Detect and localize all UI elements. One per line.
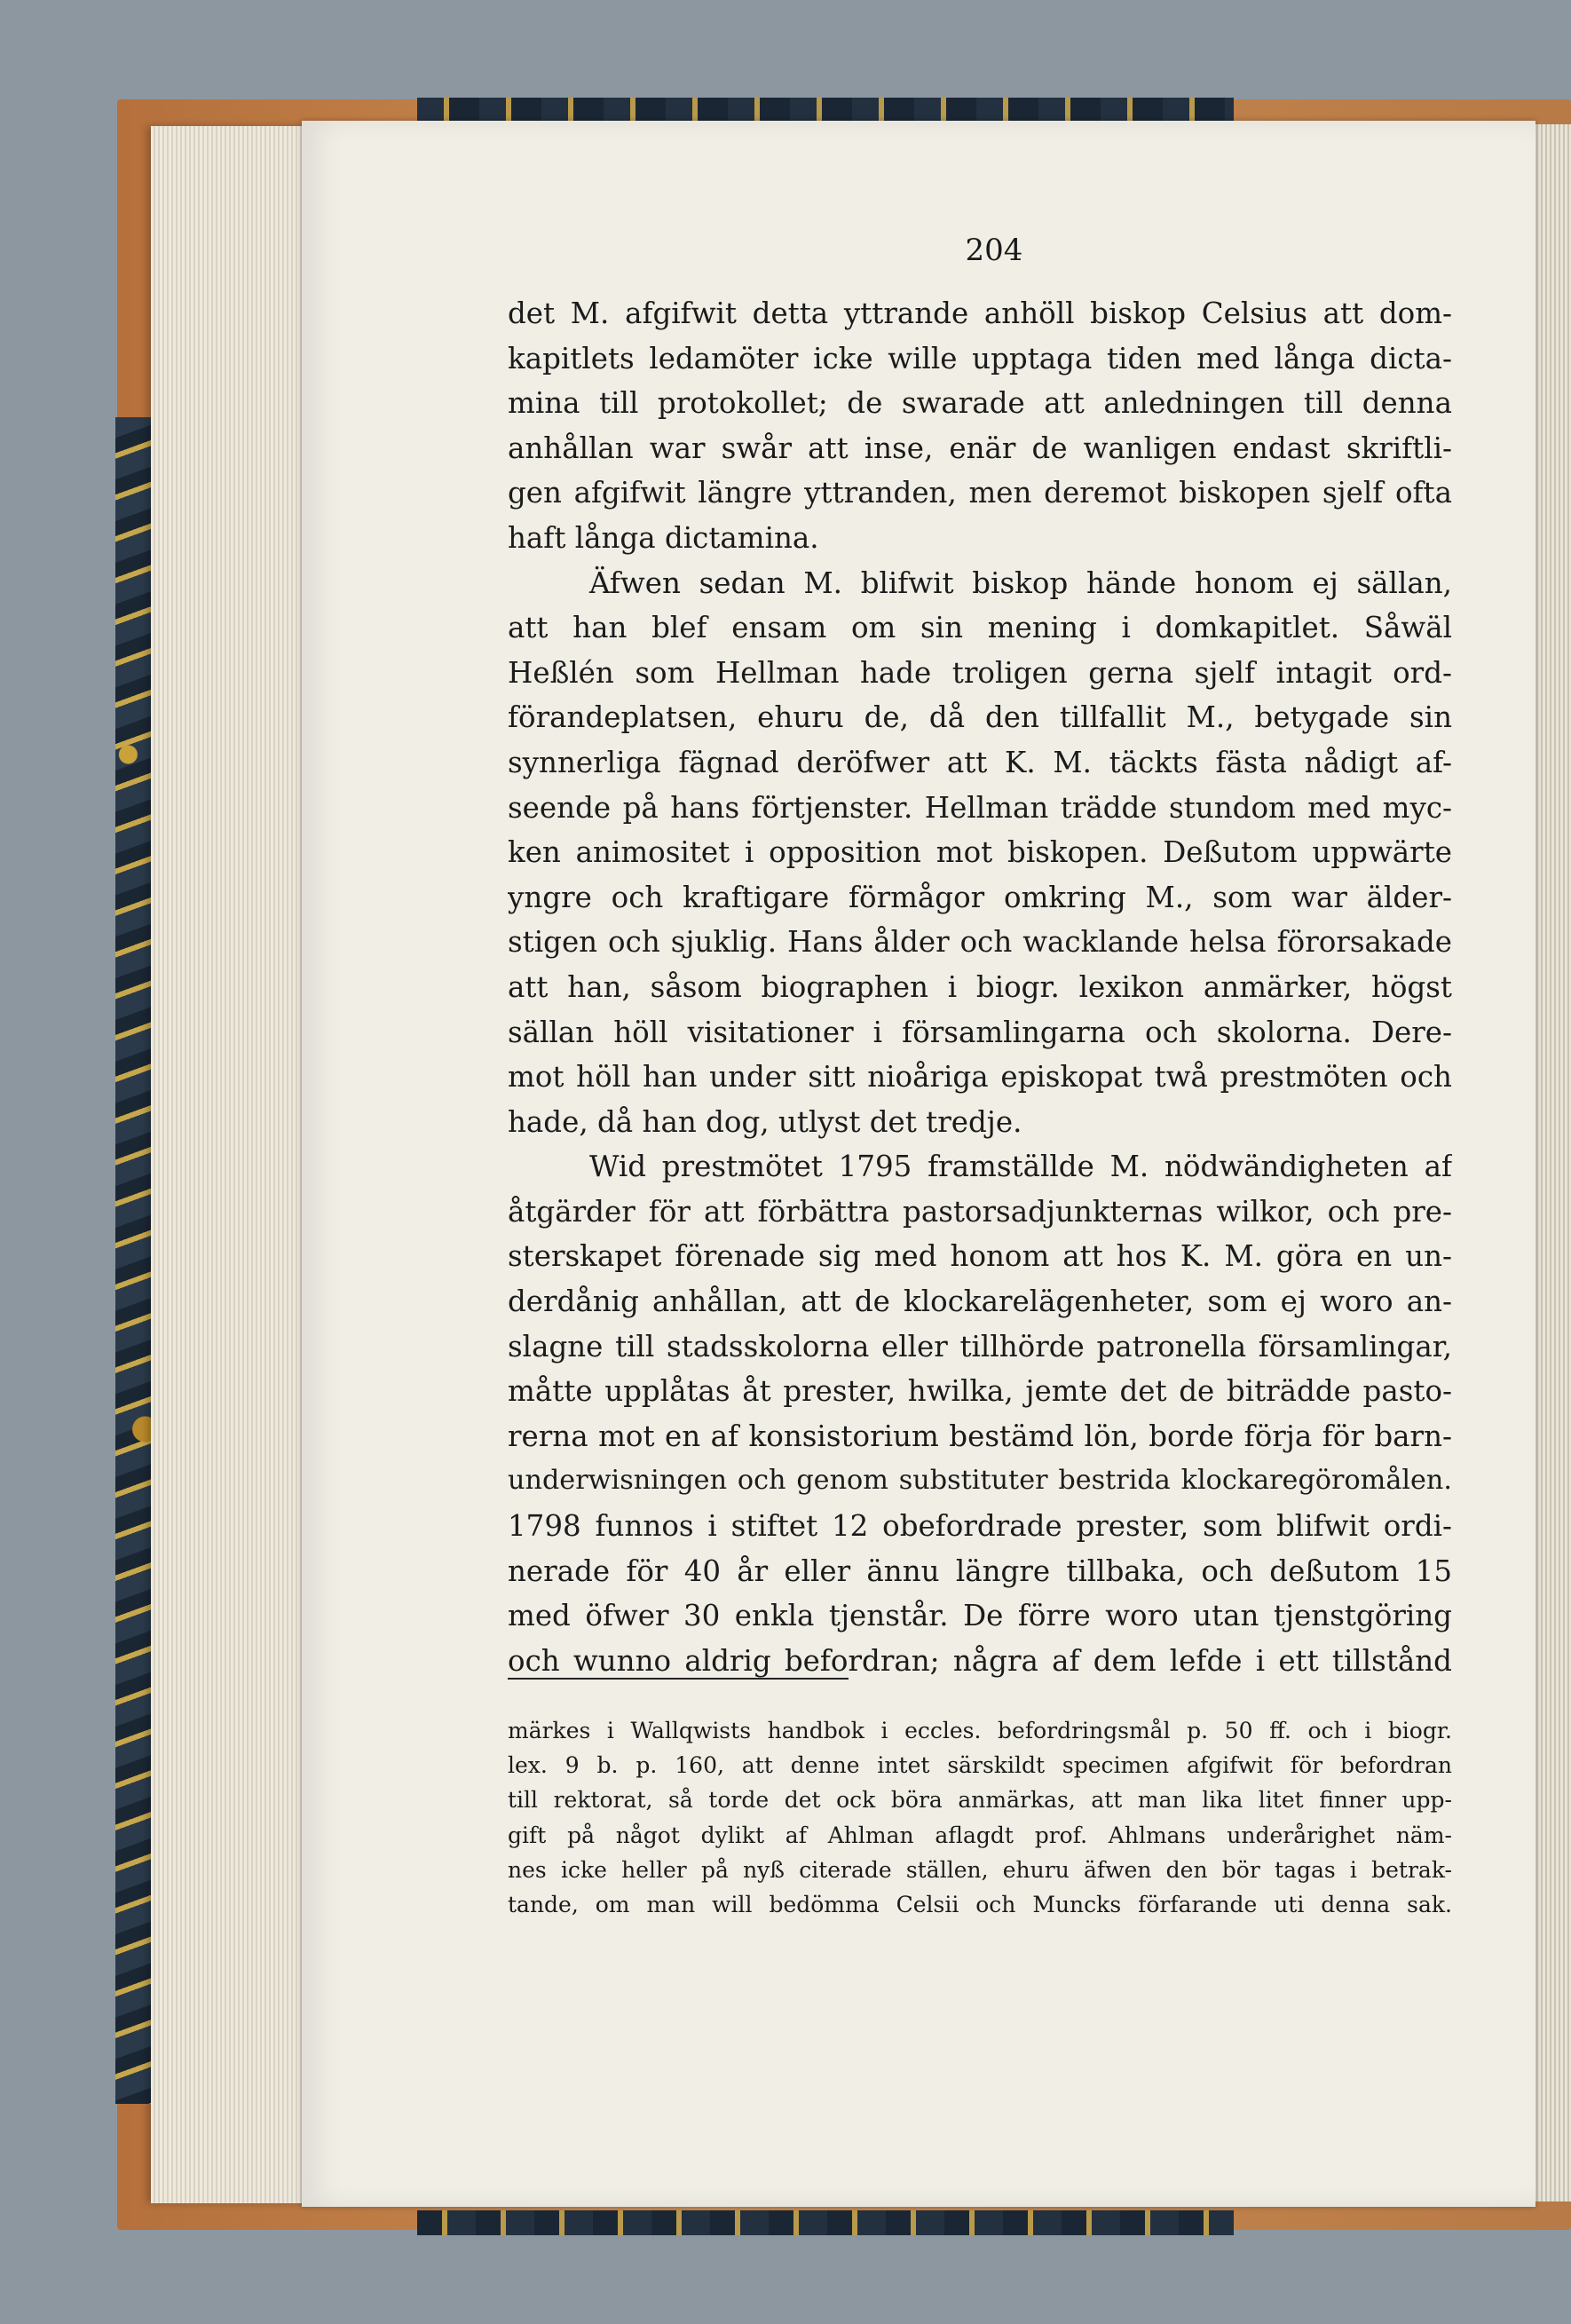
text-line: Äfwen sedan M. blifwit biskop hände honom ej sällan, (589, 565, 1452, 600)
text-line: seende på hans förtjenster. Hellman trädde stundom med myc- (508, 790, 1452, 825)
text-line: synnerliga fägnad deröfwer att K. M. täckts fästa nådigt af- (508, 745, 1452, 779)
text-line: åtgärder för att förbättra pastorsadjunkternas wilkor, och pre- (508, 1194, 1452, 1229)
footnote-rule (508, 1678, 849, 1680)
footnote-line: märkes i Wallqwists handbok i eccles. befordringsmål p. 50 ff. och i biogr. (508, 1718, 1452, 1743)
text-line: sterskapet förenade sig med honom att hos K. M. göra en un- (508, 1239, 1452, 1274)
footnote-text (508, 1713, 1452, 1922)
text-line: yngre och kraftigare förmågor omkring M., som war älder- (508, 880, 1452, 914)
marbled-bottom-band (417, 2210, 1234, 2235)
page-number: 204 (965, 233, 1023, 268)
footnote-line: gift på något dylikt af Ahlman aflagdt prof. Ahlmans underårighet näm- (508, 1822, 1452, 1848)
text-line: ken animositet i opposition mot biskopen. Deßutom uppwärte (508, 835, 1452, 870)
text-line: måtte upplåtas åt prester, hwilka, jemte det de biträdde pasto- (508, 1374, 1452, 1409)
text-line: stigen och sjuklig. Hans ålder och wacklande helsa förorsakade (508, 925, 1452, 960)
text-line: hade, då han dog, utlyst det tredje. (508, 1104, 1022, 1139)
text-line: nerade för 40 år eller ännu längre tillbaka, och deßutom 15 (508, 1553, 1452, 1588)
page-block-edges (151, 126, 311, 2203)
text-line: mina till protokollet; de swarade att anledningen till denna (508, 386, 1452, 421)
text-line: slagne till stadsskolorna eller tillhörde patronella församlingar, (508, 1329, 1452, 1364)
text-line: mot höll han under sitt nioåriga episkopat twå prestmöten och (508, 1060, 1452, 1095)
text-line: att han blef ensam om sin mening i domkapitlet. Såwäl (508, 611, 1452, 645)
marbled-top-band (417, 98, 1234, 121)
footnote-line: nes icke heller på nyß citerade ställen, ehuru äfwen den bör tagas i betrak- (508, 1856, 1452, 1883)
footnote-line: lex. 9 b. p. 160, att denne intet särskildt specimen afgifwit för befordran (508, 1752, 1452, 1779)
right-page-edges (1534, 124, 1571, 2201)
text-line: sällan höll visitationer i församlingarna och skolorna. Dere- (508, 1015, 1452, 1049)
text-line: haft långa dictamina. (508, 520, 819, 555)
text-line: underwisningen och genom substituter bestrida klockaregöromålen. (508, 1465, 1452, 1497)
text-line: 1798 funnos i stiftet 12 obefordrade prester, som blifwit ordi- (508, 1509, 1452, 1544)
footnote-line: till rektorat, så torde det ock böra anmärkas, att man lika litet finner upp- (508, 1787, 1452, 1814)
text-line: det M. afgifwit detta yttrande anhöll biskop Celsius att dom- (508, 296, 1452, 330)
text-line: anhållan war swår att inse, enär de wanligen endast skriftli- (508, 431, 1452, 465)
body-text (508, 291, 1452, 1683)
text-line: gen afgifwit längre yttranden, men deremot biskopen sjelf ofta (508, 476, 1452, 510)
text-line: Wid prestmötet 1795 framställde M. nödwändigheten af (589, 1150, 1452, 1184)
text-line: förandeplatsen, ehuru de, då den tillfallit M., betygade sin (508, 700, 1452, 735)
text-line: och wunno aldrig befordran; några af dem lefde i ett tillstånd (508, 1643, 1452, 1678)
footnote-line: tande, om man will bedömma Celsii och Muncks förfarande uti denna sak. (508, 1891, 1452, 1917)
text-line: med öfwer 30 enkla tjenstår. De förre woro utan tjenstgöring (508, 1599, 1452, 1633)
text-line: derdånig anhållan, att de klockarelägenheter, som ej woro an- (508, 1285, 1452, 1319)
text-line: att han, såsom biographen i biogr. lexikon anmärker, högst (508, 969, 1452, 1004)
text-line: rerna mot en af konsistorium bestämd lön, borde förja för barn- (508, 1419, 1452, 1453)
text-line: kapitlets ledamöter icke wille upptaga tiden med långa dicta- (508, 341, 1452, 375)
text-line: Heßlén som Hellman hade troligen gerna sjelf intagit ord- (508, 655, 1452, 690)
